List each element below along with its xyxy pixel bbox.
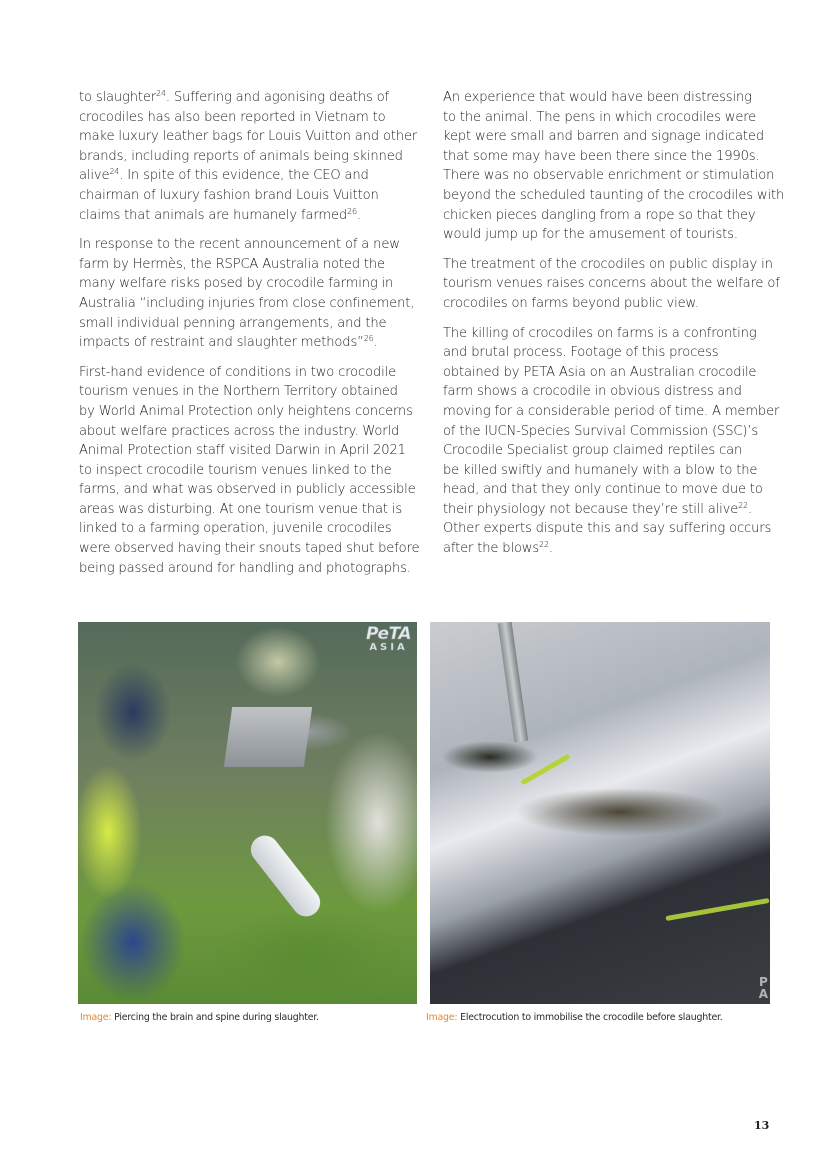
peta-asia-watermark	[759, 976, 768, 1000]
text-line	[79, 88, 411, 108]
paragraph	[443, 88, 785, 245]
peta-asia-watermark	[366, 626, 411, 653]
text-line	[443, 461, 773, 481]
caption-label: Image:	[80, 1012, 112, 1023]
text-line	[79, 127, 418, 147]
footnote-ref: 24	[109, 167, 120, 177]
text-line	[79, 382, 411, 402]
text-line	[443, 382, 773, 402]
photo-caption	[426, 1012, 723, 1023]
text-line	[443, 294, 773, 314]
footnote-ref: 22	[539, 540, 549, 550]
paragraph	[79, 363, 420, 579]
text-line	[443, 441, 773, 461]
right-text-column	[443, 88, 785, 569]
text-line	[443, 147, 773, 167]
text-run: to slaughter	[79, 90, 157, 105]
metal-pole	[498, 622, 529, 742]
text-line	[443, 127, 773, 147]
text-line	[443, 108, 773, 128]
text-run: In response to the recent announcement of a new	[79, 237, 400, 253]
text-line	[79, 480, 416, 500]
text-line	[79, 333, 411, 353]
text-run: . In spite of this evidence, the CEO and	[119, 168, 369, 184]
text-line	[79, 402, 411, 422]
text-run: An experience that would have been distressing	[443, 90, 752, 105]
text-run: Australia “including injuries from close confinement,	[79, 295, 415, 311]
watermark-main: PeTA	[366, 624, 411, 644]
text-line	[443, 274, 780, 294]
text-run: head, and that they only continue to move due to	[443, 482, 763, 498]
text-run: obtained by PETA Asia on an Australian crocodile	[443, 364, 757, 380]
text-line	[443, 88, 773, 108]
text-line	[79, 294, 415, 314]
yellow-rope	[665, 898, 769, 921]
text-run: brands, including reports of animals being skinned	[79, 148, 403, 164]
text-line	[79, 314, 411, 334]
text-line	[443, 363, 773, 383]
text-run: make luxury leather bags for Louis Vuitton and other	[79, 129, 418, 145]
text-line	[443, 480, 773, 500]
text-run: after the blows	[443, 541, 540, 557]
text-line	[443, 225, 773, 245]
watermark-sub: A	[758, 987, 768, 1001]
text-run: were observed having their snouts taped shut before	[79, 541, 420, 557]
text-run: Crocodile Specialist group claimed reptiles can	[443, 443, 743, 459]
text-line	[443, 500, 773, 520]
caption-text: Piercing the brain and spine during slaughter.	[111, 1012, 319, 1023]
text-run: that some may have been there since the 1990s.	[443, 148, 760, 164]
text-run: of the IUCN-Species Survival Commission (SSC)’s	[443, 423, 759, 439]
text-run: to the animal. The pens in which crocodiles were	[443, 109, 757, 125]
text-line	[443, 324, 773, 344]
text-line	[79, 108, 411, 128]
text-run: crocodiles on farms beyond public view.	[443, 295, 699, 311]
text-line	[79, 235, 411, 255]
text-line	[79, 441, 411, 461]
footnote-ref: 26	[347, 206, 357, 216]
text-run: areas was disturbing. At one tourism venue that is	[79, 501, 403, 517]
text-run: .	[548, 541, 553, 557]
text-run: moving for a considerable period of time. A member	[443, 403, 780, 419]
text-run: .	[373, 335, 378, 351]
text-run: . Suffering and agonising deaths of	[165, 90, 390, 105]
text-run: Animal Protection staff visited Darwin in April 2021	[79, 443, 406, 459]
text-line	[79, 500, 411, 520]
caption-text: Electrocution to immobilise the crocodile before slaughter.	[457, 1012, 723, 1023]
caption-label: Image:	[426, 1012, 458, 1023]
page-number: 13	[754, 1119, 770, 1132]
watermark-sub: ASIA	[369, 642, 408, 653]
text-run: linked to a farming operation, juvenile crocodiles	[79, 521, 392, 537]
metal-tray	[224, 707, 312, 767]
text-run: be killed swiftly and humanely with a blow to the	[443, 462, 758, 478]
text-line	[79, 559, 411, 579]
text-run: alive	[79, 168, 110, 184]
text-line	[79, 519, 411, 539]
photo-crocodile-electrocution	[430, 622, 770, 1004]
text-line	[79, 147, 411, 167]
text-run: chairman of luxury fashion brand Louis Vuitton	[79, 187, 379, 203]
text-run: There was no observable enrichment or stimulation	[443, 168, 775, 184]
text-run: The treatment of the crocodiles on public display in	[443, 256, 773, 272]
text-line	[79, 186, 411, 206]
watermark-main: P	[758, 975, 768, 989]
left-text-column	[79, 88, 420, 588]
text-run: their physiology not because they’re still alive	[443, 501, 739, 517]
paragraph	[443, 255, 780, 314]
text-run: and brutal process. Footage of this process	[443, 345, 719, 361]
text-run: farms, and what was observed in publicly accessible	[79, 482, 416, 498]
pvc-pipe	[245, 830, 326, 922]
text-line	[443, 206, 773, 226]
text-run: .	[356, 207, 361, 223]
text-run: .	[748, 501, 753, 517]
text-run: kept were small and barren and signage indicated	[443, 129, 764, 145]
text-run: being passed around for handling and photographs.	[79, 560, 411, 576]
text-line	[79, 363, 411, 383]
text-line	[79, 206, 411, 226]
text-line	[443, 255, 773, 275]
text-run: small individual penning arrangements, and the	[79, 315, 387, 331]
text-run: beyond the scheduled taunting of the crocodiles with	[443, 187, 785, 203]
text-run: farm shows a crocodile in obvious distress and	[443, 384, 742, 400]
text-line	[443, 422, 773, 442]
text-run: Other experts dispute this and say suffering occurs	[443, 521, 772, 537]
footnote-ref: 24	[156, 89, 166, 98]
paragraph	[79, 235, 415, 353]
text-line	[443, 343, 773, 363]
footnote-ref: 26	[363, 334, 374, 344]
paragraph	[443, 324, 780, 559]
text-run: claims that animals are humanely farmed	[79, 207, 348, 223]
text-run: tourism venues in the Northern Territory obtained	[79, 384, 398, 400]
text-line	[79, 422, 411, 442]
text-line	[79, 274, 411, 294]
text-run: impacts of restraint and slaughter methods”	[79, 335, 364, 351]
photo-crocodile-slaughter	[78, 622, 417, 1004]
text-run: by World Animal Protection only heightens concerns	[79, 403, 413, 419]
yellow-band	[520, 754, 570, 786]
footnote-ref: 22	[738, 500, 748, 510]
text-line	[79, 461, 411, 481]
text-run: would jump up for the amusement of tourists.	[443, 227, 738, 243]
text-run: many welfare risks posed by crocodile farming in	[79, 276, 394, 292]
text-line	[443, 519, 773, 539]
text-run: farm by Hermès, the RSPCA Australia noted the	[79, 256, 385, 272]
text-run: chicken pieces dangling from a rope so that they	[443, 207, 756, 223]
text-run: tourism venues raises concerns about the welfare of	[443, 276, 780, 292]
text-line	[79, 166, 411, 186]
paragraph	[79, 88, 418, 225]
text-line	[443, 186, 785, 206]
photo-caption	[80, 1012, 319, 1023]
text-line	[443, 166, 773, 186]
text-run: about welfare practices across the industry. World	[79, 423, 400, 439]
text-run: crocodiles has also been reported in Vietnam to	[79, 109, 386, 125]
text-run: to inspect crocodile tourism venues linked to the	[79, 462, 392, 478]
text-line	[443, 539, 773, 559]
text-line	[79, 539, 420, 559]
text-run: The killing of crocodiles on farms is a confronting	[443, 325, 757, 341]
text-run: First-hand evidence of conditions in two crocodile	[79, 364, 396, 380]
text-line	[443, 402, 780, 422]
text-line	[79, 255, 411, 275]
